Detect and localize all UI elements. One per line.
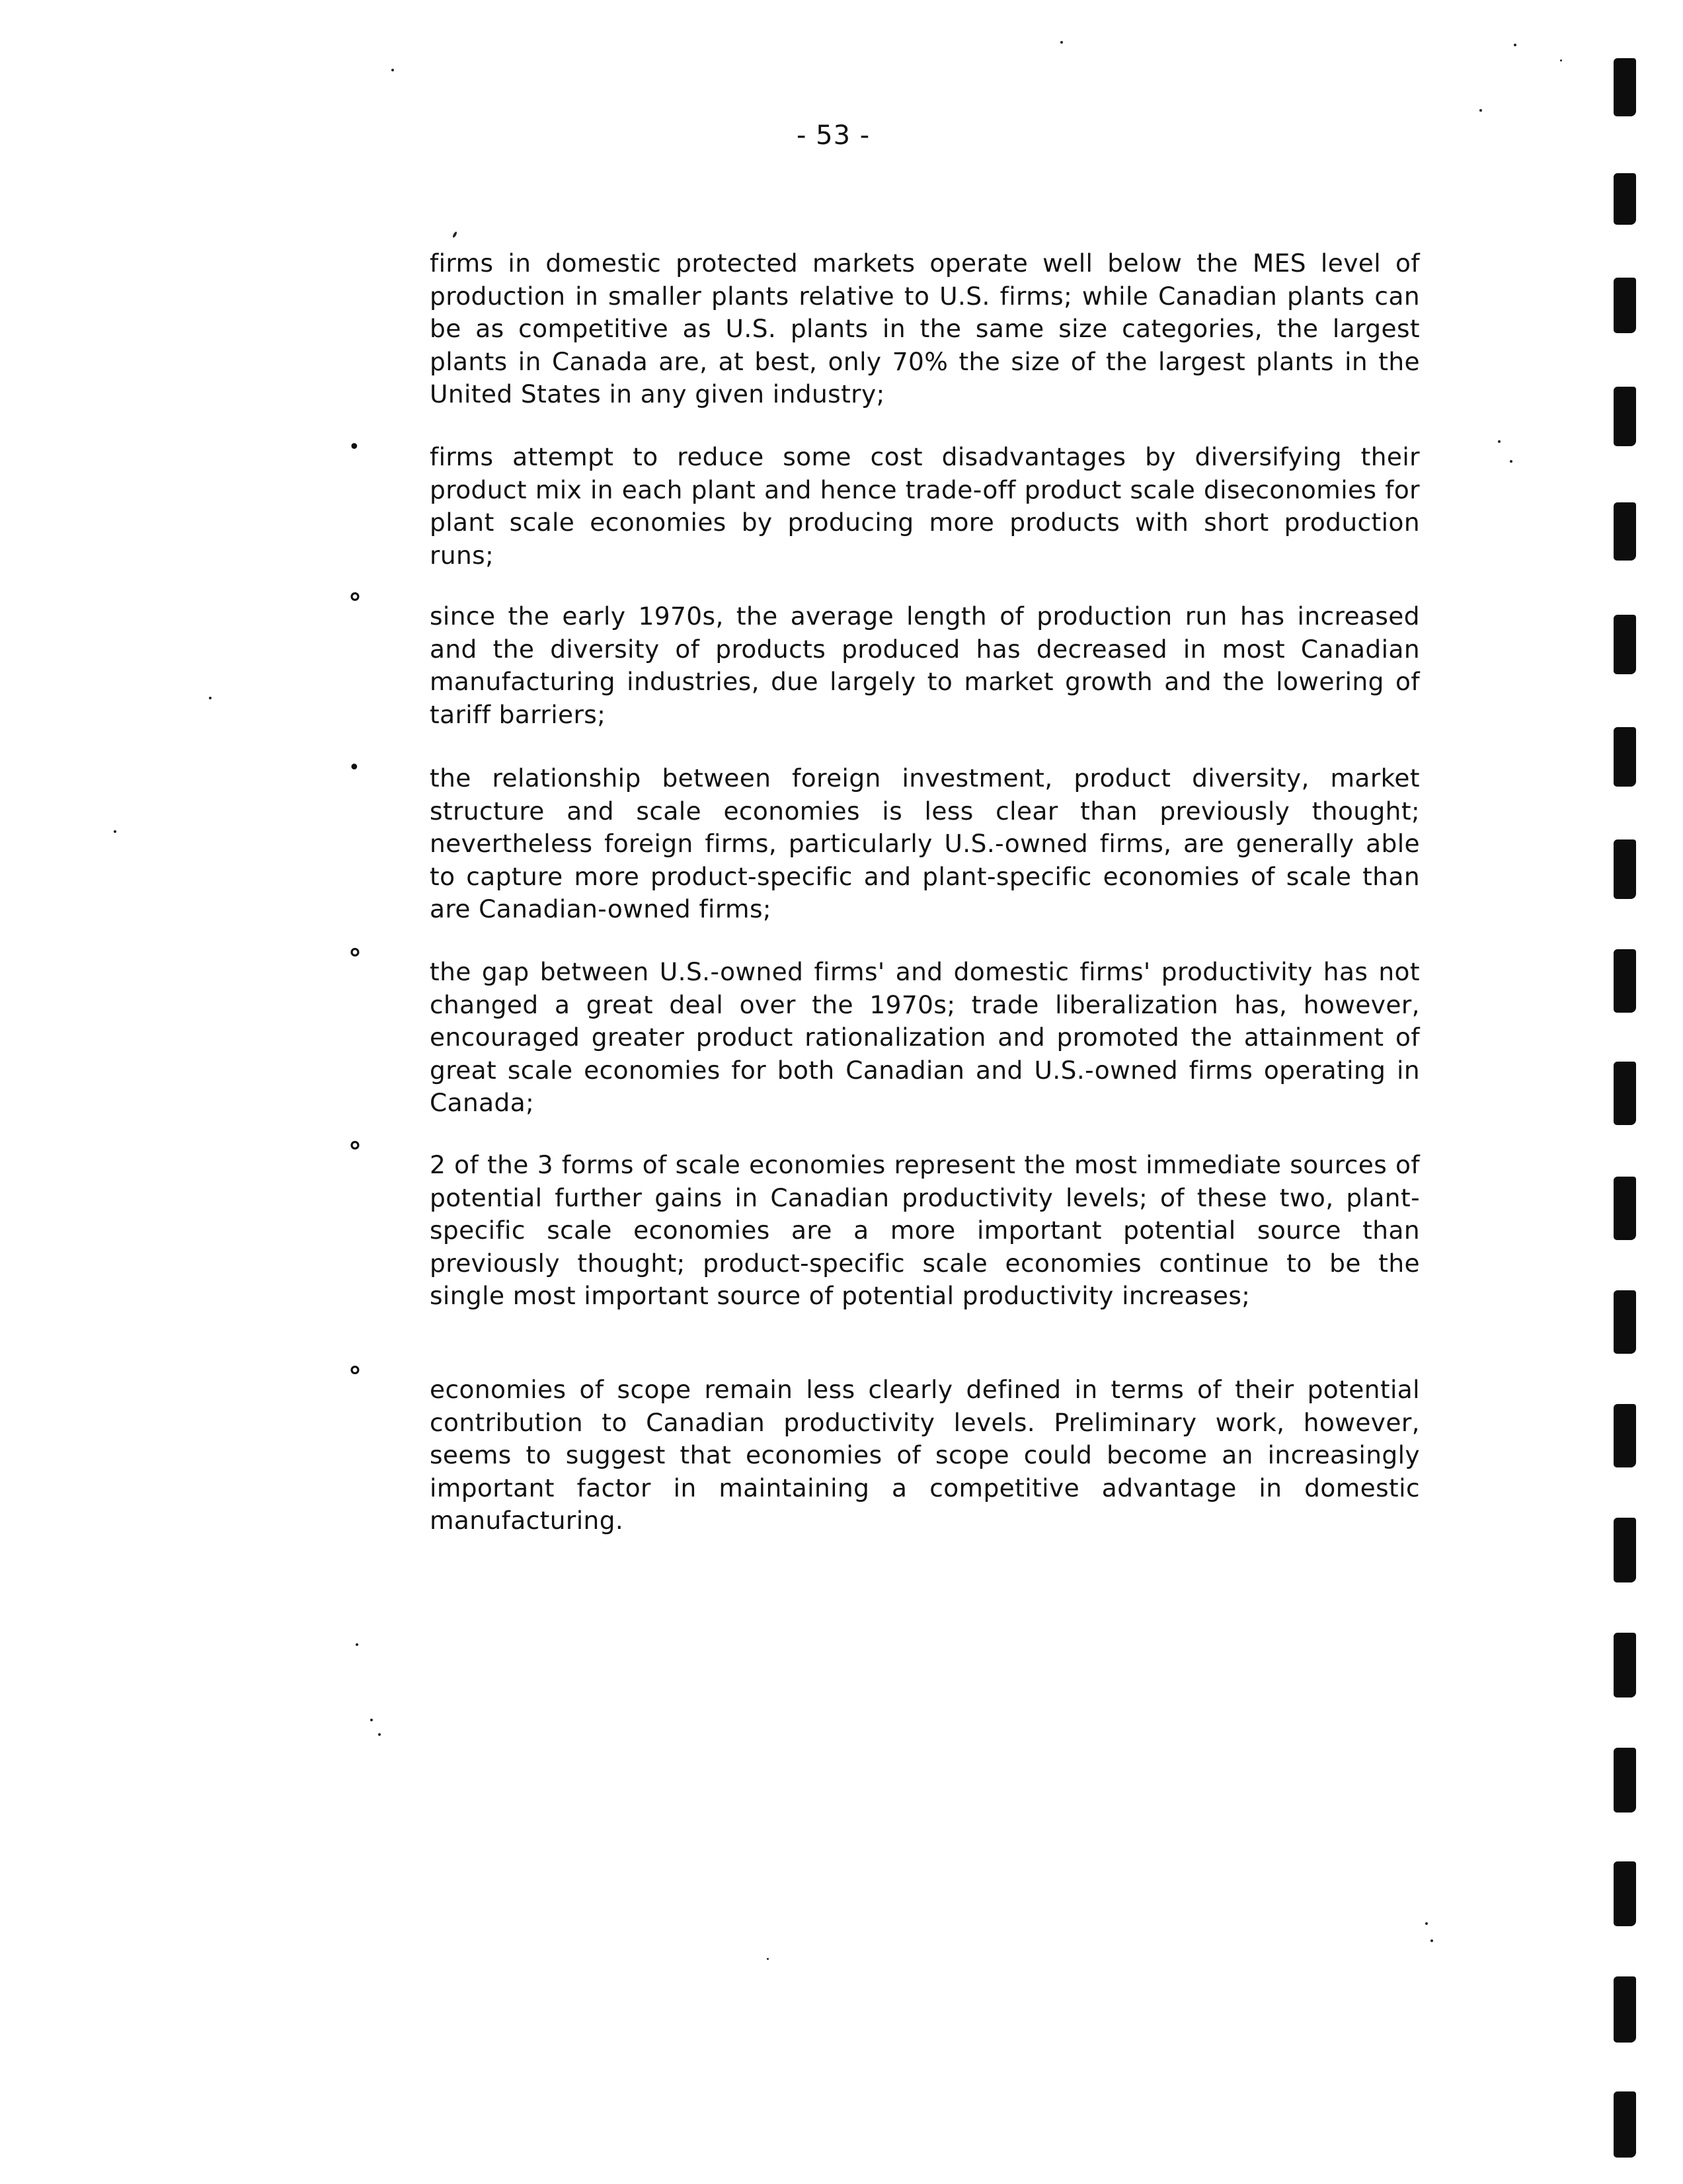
binding-mark bbox=[1614, 1976, 1636, 2043]
binding-mark bbox=[1614, 502, 1636, 561]
speck bbox=[1425, 1922, 1428, 1925]
binding-mark bbox=[1614, 1062, 1636, 1125]
speck bbox=[1560, 59, 1562, 61]
binding-mark bbox=[1614, 727, 1636, 787]
binding-mark bbox=[1614, 1861, 1636, 1926]
speck bbox=[1510, 460, 1512, 463]
binding-mark bbox=[1614, 1748, 1636, 1813]
speck bbox=[114, 830, 116, 833]
list-item-5: 2 of the 3 forms of scale economies represent the most immediate sources of potential further gains in Canadian productivity levels; of these two, plant-specific scale economies are a more important potential source than previously thought; product-specific scale economies continue to be the single most important source of potential productivity increases; bbox=[430, 1150, 1420, 1310]
paragraph-1: firms in domestic protected markets operate well below the MES level of production in smaller plants relative to U.S. firms; while Canadian plants can be as competitive as U.S. plants in the same size categories, the largest plants in Canada are, at best, only 70% the size of the largest plants in the United States in any given industry; bbox=[430, 249, 1420, 409]
binding-mark bbox=[1614, 839, 1636, 899]
speck bbox=[209, 697, 212, 699]
list-item-6: economies of scope remain less clearly defined in terms of their potential contribution to Canadian productivity levels. Preliminary work, however, seems to suggest that economies of scope could become an increasingly important factor in maintaining a competitive advantage in domestic manufacturing. bbox=[430, 1375, 1420, 1535]
list-item-4: the gap between U.S.-owned firms' and domestic firms' productivity has not changed a great deal over the 1970s; trade liberalization has, however, encouraged greater product rationalization and promoted the attainment of great scale economies for both Canadian and U.S.-owned firms operating in Canada; bbox=[430, 957, 1420, 1117]
speck bbox=[370, 1719, 373, 1721]
bullet-marker bbox=[348, 760, 360, 777]
list-item-2: since the early 1970s, the average length of production run has increased and the diversity of products produced has decreased in most Canadian manufacturing industries, due largely to market growth and the lowering of tariff barriers; bbox=[430, 602, 1420, 729]
speck bbox=[767, 1958, 769, 1960]
page-number: - 53 - bbox=[797, 120, 871, 151]
binding-mark bbox=[1614, 1177, 1636, 1240]
bullet-marker bbox=[348, 439, 360, 457]
binding-mark bbox=[1614, 58, 1636, 116]
speck bbox=[1498, 440, 1501, 443]
binding-mark bbox=[1614, 278, 1636, 333]
speck bbox=[1479, 109, 1482, 112]
speck bbox=[356, 1643, 358, 1646]
list-item-1: firms attempt to reduce some cost disadvantages by diversifying their product mix in each plant and hence trade-off product scale diseconomies for plant scale economies by producing more products with short production runs; bbox=[430, 442, 1420, 570]
binding-mark bbox=[1614, 2091, 1636, 2158]
binding-mark bbox=[1614, 173, 1636, 225]
binding-mark bbox=[1614, 1404, 1636, 1467]
binding-mark bbox=[1614, 1518, 1636, 1582]
binding-mark bbox=[1614, 1633, 1636, 1697]
speck bbox=[391, 69, 394, 71]
speck bbox=[378, 1733, 381, 1736]
bullet-marker bbox=[348, 1144, 362, 1164]
binding-mark bbox=[1614, 949, 1636, 1013]
bullet-marker bbox=[348, 595, 362, 615]
binding-mark bbox=[1614, 1290, 1636, 1354]
speck bbox=[1514, 44, 1516, 46]
bullet-marker bbox=[348, 951, 362, 971]
bullet-marker bbox=[348, 1368, 362, 1389]
list-item-3: the relationship between foreign investment, product diversity, market structure and scale economies is less clear than previously thought; nevertheless foreign firms, particularly U.S.-owned firms, are generally able to capture more product-specific and plant-specific economies of scale than are Canadian-owned firms; bbox=[430, 763, 1420, 923]
binding-mark bbox=[1614, 387, 1636, 446]
speck bbox=[1060, 41, 1063, 44]
speck bbox=[1430, 1939, 1433, 1942]
binding-mark bbox=[1614, 615, 1636, 674]
speck bbox=[452, 231, 457, 239]
